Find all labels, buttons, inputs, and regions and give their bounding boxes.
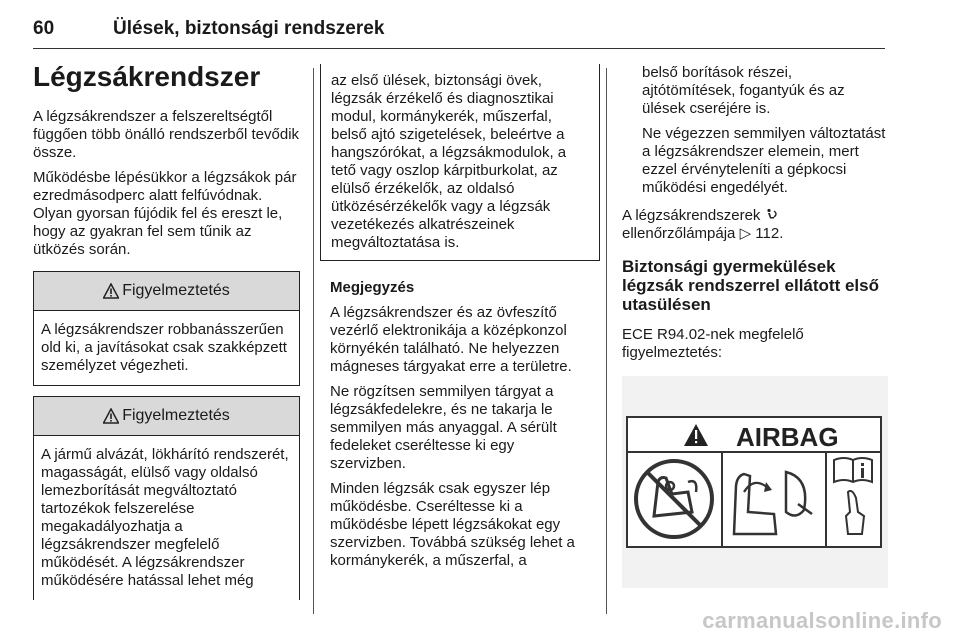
warning-header (34, 272, 299, 311)
page-header (33, 8, 885, 49)
airbag-label-graphic (626, 416, 882, 548)
column-divider (313, 68, 314, 614)
column-2 (330, 64, 592, 577)
paragraph: A légzsákrendszer a felszereltségtől függően több önálló rendszerből tevődik össze. (33, 108, 300, 161)
paragraph: belső borítások részei, ajtótömítések, fogantyúk és az ülések cseréjére is. (642, 64, 845, 117)
note-body: A légzsákrendszer és az övfeszítő vezérlő elektronikája a középkonzol környékén található. Ne helyezzen mágneses tárgyakat erre a területre. (330, 304, 572, 375)
note-title: Megjegyzés (330, 279, 415, 296)
column-divider (606, 68, 607, 614)
warning-heading: Figyelmeztetés (122, 407, 230, 424)
page-number: 60 (33, 18, 55, 39)
paragraph: Minden légzsák csak egyszer lép működésbe. Cseréltesse ki a működésbe lépett légzsákokat egy szervizben. Továbbá szükség lehet a kormánykerék, a műszerfal, a (330, 480, 575, 569)
column-3 (622, 64, 888, 588)
airbag-label-text: AIRBAG (736, 422, 839, 452)
airbag-warning-lamp-icon (765, 208, 779, 222)
warning-heading: Figyelmeztetés (122, 282, 230, 299)
warning-body: A jármű alvázát, lökhárító rendszerét, magasságát, elülső vagy oldalsó lemezborítását megváltoztató tartozékok felszerelése megakadályozhatja a légzsákrendszer megfelelő működését. A légzsákrendszer működésére hatással lehet még (41, 446, 289, 589)
warning-continuation (622, 64, 888, 197)
paragraph: ECE R94.02-nek megfelelő figyelmeztetés: (622, 326, 804, 361)
warning-triangle-icon (103, 283, 119, 299)
column-1 (33, 60, 300, 610)
warning-box (33, 271, 300, 386)
warning-header (34, 397, 299, 436)
running-title: Ülések, biztonsági rendszerek (113, 18, 385, 39)
section-title: Légzsákrendszer (33, 61, 261, 92)
subheading: Biztonsági gyermekülések légzsák rendszerrel ellátott első utasülésen (622, 257, 879, 314)
lamp-reference: A légzsákrendszerek ellenőrzőlámpája ▷ 112. (622, 207, 784, 242)
watermark: carmanualsonline.info (702, 608, 942, 633)
warning-continuation-text: az első ülések, biztonsági övek, légzsák érzékelő és diagnosztikai modul, kormánykerék, műszerfal, belső ajtó szigetelések, beleértve a hangszórókat, a légzsákmodulok, a tető vagy oszlop kárpitburkolat, az elülső érzékelők, az oldalsó ütközésérzékelők vagy a légzsák vezetékezés alkatrészeinek megváltoztatása is. (331, 72, 567, 251)
warning-continuation-box (320, 64, 600, 261)
warning-body: A légzsákrendszer robbanásszerűen old ki, a javításokat csak szakképzett személyzet végezheti. (41, 321, 287, 374)
paragraph: Működésbe lépésükkor a légzsákok pár ezredmásodperc alatt felfúvódnak. Olyan gyorsan fújódik fel és ereszt le, hogy az gyakran fel sem tűnik az ütközés során. (33, 169, 297, 258)
paragraph: Ne rögzítsen semmilyen tárgyat a légzsákfedelekre, és ne takarja le semmilyen más anyaggal. A sérült fedeleket cseréltesse ki egy szervizben. (330, 383, 557, 472)
paragraph: Ne végezzen semmilyen változtatást a légzsákrendszer elemein, mert ezzel érvényteleníti a gépkocsi működési engedélyét. (642, 125, 886, 196)
page-reference-arrow-icon: ▷ (739, 225, 752, 242)
warning-box (33, 396, 300, 600)
warning-triangle-icon (103, 408, 119, 424)
airbag-warning-label-image (622, 376, 888, 588)
